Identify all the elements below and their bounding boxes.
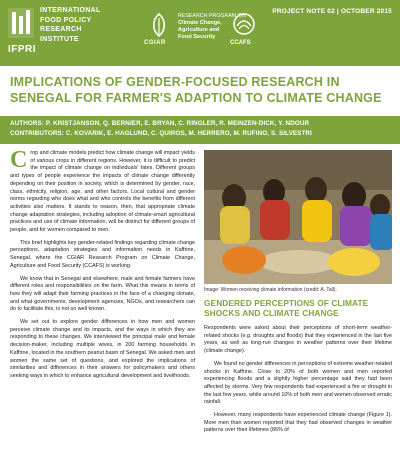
ifpri-logo-icon [6,6,36,40]
paragraph: We know that in Senegal and elsewhere, male and female farmers have different roles and responsibilities on the farm. What this means in terms of how they will adapt their farming practices in the face of a changing climate, and what governments, development agencies, NGOs, and researchers can do to facilitate this, is not so well known. [10,275,195,313]
authors-box [0,116,400,144]
contributors-line: CONTRIBUTORS: C. KOVARIK, E. HAGLUND, C. QUIROS, M. HERRERO, M. RUFINO, S. SILVESTRI [10,129,312,137]
header-banner [0,0,400,66]
paragraph: We set out to explore gender differences in how men and women perceive climate change and its impacts, and the ways in which they are responding to these changes. We interviewed the principal male and female decision-maker, including multiple wives, in 200 farming households in Kaffrine, located in the southern peanut basin of Senegal. We asked men and women the same set of questions, and explored the implications of similarities and differences in their answers for policymakers and others seeking ways in which to enhance agricultural development and livelihoods. [10,319,196,379]
org-line: INSTITUTE [40,35,79,43]
intro-paragraph [10,147,195,235]
ccafs-program-line: Agriculture and [178,27,220,33]
org-line: INTERNATIONAL [40,7,101,14]
authors-line: AUTHORS: P. KRISTJANSON, Q. BERNIER, E. BRYAN, C. RINGLER, R. MEINZEN-DICK, Y. NDOUR [10,120,310,127]
drop-cap: C [10,147,28,173]
ccafs-program-line: RESEARCH PROGRAM ON [178,13,246,19]
ifpri-name: IFPRI [8,44,37,55]
ccafs-program-line: Climate Change, [178,20,222,26]
photo-illustration [204,150,392,284]
section-heading: GENDERED PERCEPTIONS OF CLIMATE SHOCKS AND CLIMATE CHANGE [204,298,369,318]
org-line: FOOD POLICY [40,16,92,24]
paragraph: However, many respondents have experienced climate change (Figure 1). More men than women reported that they had observed changes in weather patterns over their lifetimes (86% of [204,412,392,434]
paragraph: Respondents were asked about their perceptions of short-term weather-related shocks (e.g. droughts and floods) that they experienced in the last five years, as well as long-run changes in weather patterns over their lifetime (climate change). [204,325,392,355]
right-column [204,325,392,440]
left-column [10,147,196,386]
ccafs-program-line: Food Security [178,34,216,40]
paragraph: We found no gender differences in perceptions of extreme weather-related shocks in Kaffrine. Close to 20% of both women and men reported experiencing floods and a slightly higher percentage said they had been affected by storms. Very few respondents had experienced a fire or drought in the last few years, while around 10% of both men and women observed erratic rainfall. [204,360,392,406]
ccafs-logo-icon [232,12,256,36]
cgiar-text: CGIAR [144,40,166,46]
document-title: IMPLICATIONS OF GENDER-FOCUSED RESEARCH IN SENEGAL FOR FARMER'S ADAPTION TO CLIMATE CHANGE [10,75,382,105]
cgiar-logo-icon [148,12,170,38]
paragraph: This brief highlights key gender-related findings regarding climate change perceptions, adaptation strategies and information needs in Kaffrine, Senegal, where the CGIAR Research Program on Climate Change, Agriculture and Food Security (CCAFS) is working. [10,239,195,269]
org-line: RESEARCH [40,26,82,33]
ccafs-text: CCAFS [230,40,251,46]
women-receiving-info-photo [204,150,392,284]
project-note-label: PROJECT NOTE 02 | OCTOBER 2015 [272,8,392,15]
intro-text: rop and climate models predict how climate change will impact yields of various crops in different regions. However, it is difficult to predict the impact of climate change on individuals' fates. Different groups and types of people experience the impacts of climate change differently depending on their position in society, which is determined by gender, race, class, ethnicity, religion, age, and other factors. Local cultural and gender norms regarding who does what and who controls the benefits from different activities also matters. It stands to reason, then, that appropriate climate change adaptation strategies, including adoption of climate-smart agricultural practices and use of climate information, will be distinct for different groups of people, and for women compared to men. [10,150,195,234]
org-name [40,6,130,44]
photo-caption: Image: Women receiving climate information (credit: A. Tall). [204,287,337,293]
